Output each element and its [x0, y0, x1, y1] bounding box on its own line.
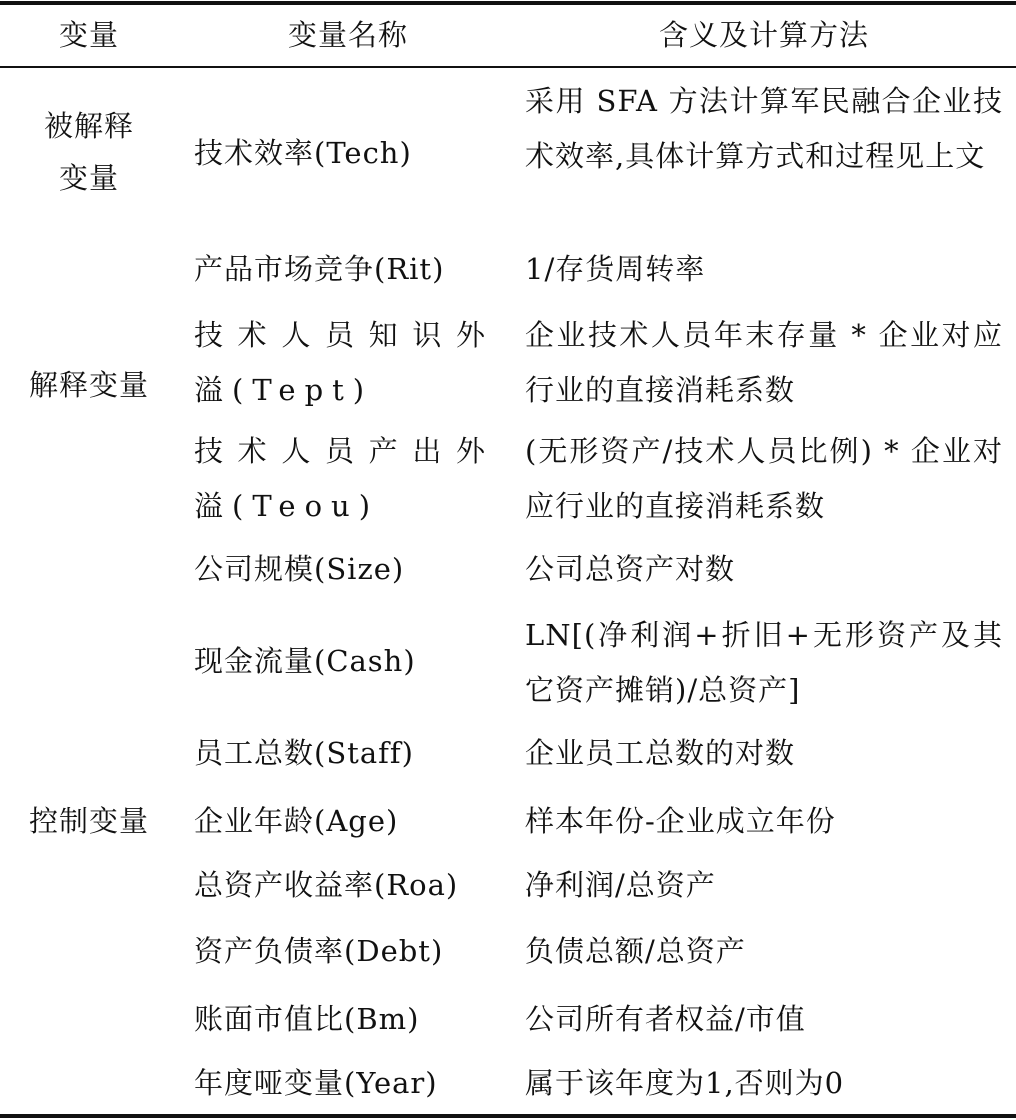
row-name: 账面市值比(Bm)	[194, 1002, 420, 1036]
group-label-explanatory: 解释变量	[28, 368, 149, 402]
row-description: 公司所有者权益/市值	[525, 1002, 806, 1036]
row-description: 企业员工总数的对数	[525, 736, 796, 770]
row-name: 技术人员产出外溢(Teou)	[194, 434, 494, 523]
row-name: 企业年龄(Age)	[194, 804, 399, 838]
row-description: LN[(净利润+折旧+无形资产及其它资产摊销)/总资产]	[525, 618, 1003, 707]
row-name: 公司规模(Size)	[194, 552, 405, 586]
header-meaning: 含义及计算方法	[658, 18, 869, 52]
group-label-control: 控制变量	[28, 804, 149, 838]
row-name: 员工总数(Staff)	[194, 736, 414, 770]
row-description: (无形资产/技术人员比例) * 企业对应行业的直接消耗系数	[525, 434, 1003, 523]
row-description: 公司总资产对数	[525, 552, 736, 586]
table-bottom-rule	[0, 1114, 1016, 1118]
row-name: 资产负债率(Debt)	[194, 934, 444, 968]
table-top-rule	[0, 1, 1016, 5]
row-description: 企业技术人员年末存量 * 企业对应行业的直接消耗系数	[525, 318, 1003, 407]
table-header-rule	[0, 66, 1016, 68]
row-description: 采用 SFA 方法计算军民融合企业技术效率,具体计算方式和过程见上文	[525, 84, 1003, 173]
row-description: 样本年份-企业成立年份	[525, 804, 836, 838]
row-name: 产品市场竞争(Rit)	[194, 252, 445, 286]
row-name: 现金流量(Cash)	[194, 644, 416, 678]
row-description: 属于该年度为1,否则为0	[525, 1066, 845, 1100]
row-description: 1/存货周转率	[525, 252, 706, 286]
group-label-explained: 被解释 变量	[43, 109, 134, 195]
header-variable: 变量	[58, 18, 119, 52]
row-name: 总资产收益率(Roa)	[194, 868, 459, 902]
row-description: 净利润/总资产	[525, 868, 716, 902]
row-name: 技术人员知识外溢(Tept)	[194, 318, 494, 407]
header-variable-name: 变量名称	[287, 18, 408, 52]
row-name: 年度哑变量(Year)	[194, 1066, 438, 1100]
row-description: 负债总额/总资产	[525, 934, 746, 968]
row-name: 技术效率(Tech)	[194, 136, 412, 170]
